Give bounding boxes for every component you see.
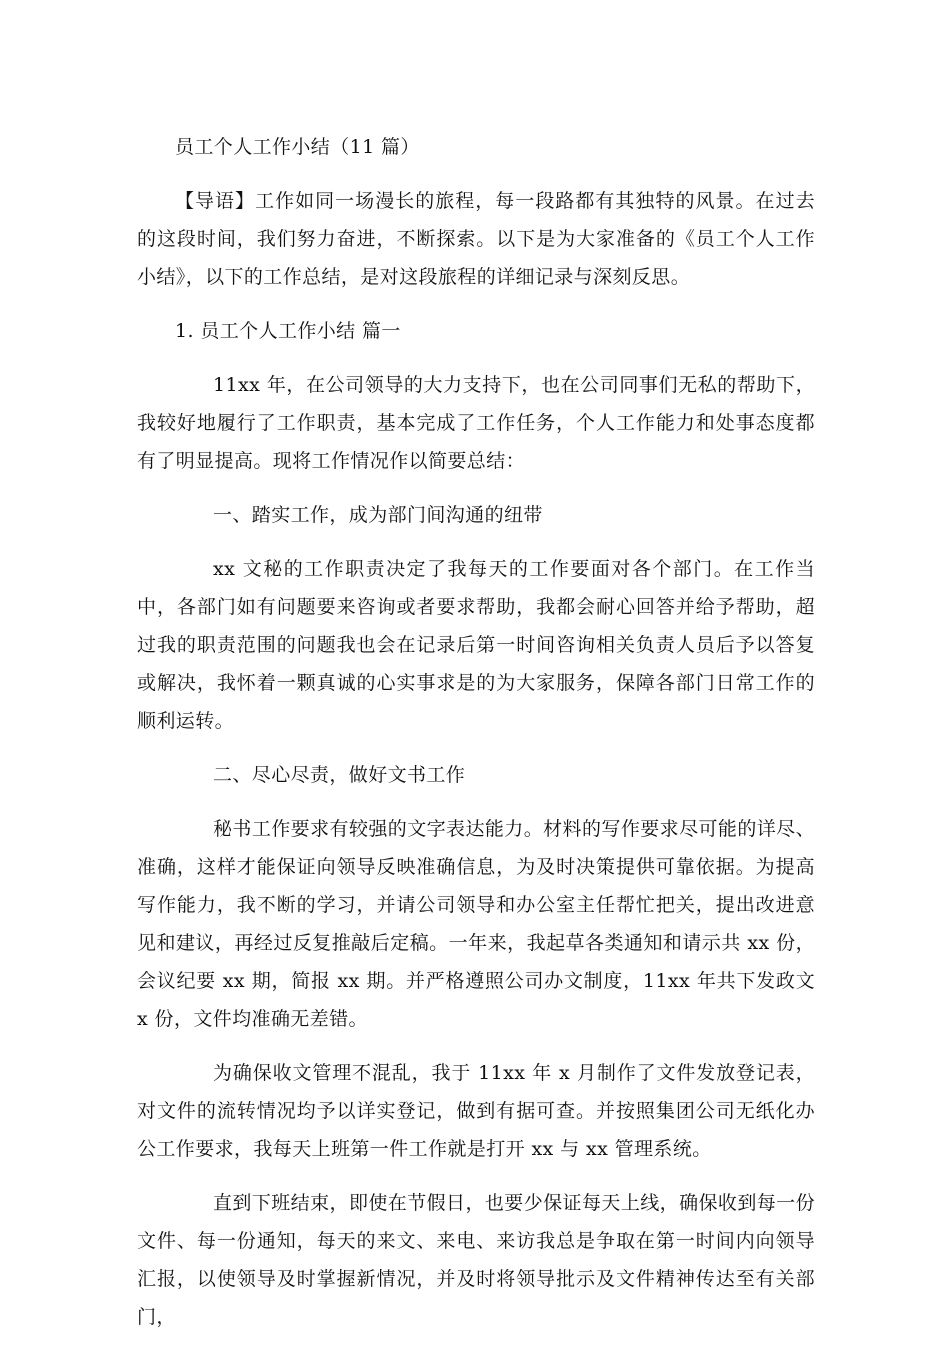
document-body xyxy=(137,128,815,1352)
document-title: 员工个人工作小结（11 篇） xyxy=(175,136,420,158)
subsection-heading: 一、踏实工作，成为部门间沟通的纽带 xyxy=(213,504,543,526)
body-paragraph: 直到下班结束，即使在节假日，也要少保证每天上线，确保收到每一份文件、每一份通知，每天的来文、来电、来访我总是争取在第一时间内向领导汇报，以使领导及时掌握新情况，并及时将领导批示及文件精神传达至有关部门， xyxy=(137,1192,815,1328)
body-paragraph: 11xx 年，在公司领导的大力支持下，也在公司同事们无私的帮助下，我较好地履行了工作职责，基本完成了工作任务，个人工作能力和处事态度都有了明显提高。现将工作情况作以简要总结： xyxy=(137,374,815,472)
body-paragraph: 为确保收文管理不混乱，我于 11xx 年 x 月制作了文件发放登记表，对文件的流转情况均予以详实登记，做到有据可查。并按照集团公司无纸化办公工作要求，我每天上班第一件工作就是打开 xx 与 xx 管理系统。 xyxy=(137,1062,815,1160)
intro-paragraph: 【导语】工作如同一场漫长的旅程，每一段路都有其独特的风景。在过去的这段时间，我们努力奋进，不断探索。以下是为大家准备的《员工个人工作小结》，以下的工作总结，是对这段旅程的详细记录与深刻反思。 xyxy=(137,190,815,288)
subsection-heading: 二、尽心尽责，做好文书工作 xyxy=(213,764,466,786)
section-heading: 1. 员工个人工作小结 篇一 xyxy=(175,320,401,342)
body-paragraph: 秘书工作要求有较强的文字表达能力。材料的写作要求尽可能的详尽、准确，这样才能保证向领导反映准确信息，为及时决策提供可靠依据。为提高写作能力，我不断的学习，并请公司领导和办公室主任帮忙把关，提出改进意见和建议，再经过反复推敲后定稿。一年来，我起草各类通知和请示共 xx 份，会议纪要 xx 期，简报 xx 期。并严格遵照公司办文制度，11xx 年共下发政文 x 份，文件均准确无差错。 xyxy=(137,818,815,1030)
body-paragraph: xx 文秘的工作职责决定了我每天的工作要面对各个部门。在工作当中，各部门如有问题要来咨询或者要求帮助，我都会耐心回答并给予帮助，超过我的职责范围的问题我也会在记录后第一时间咨询相关负责人员后予以答复或解决，我怀着一颗真诚的心实事求是的为大家服务，保障各部门日常工作的顺利运转。 xyxy=(137,558,815,732)
